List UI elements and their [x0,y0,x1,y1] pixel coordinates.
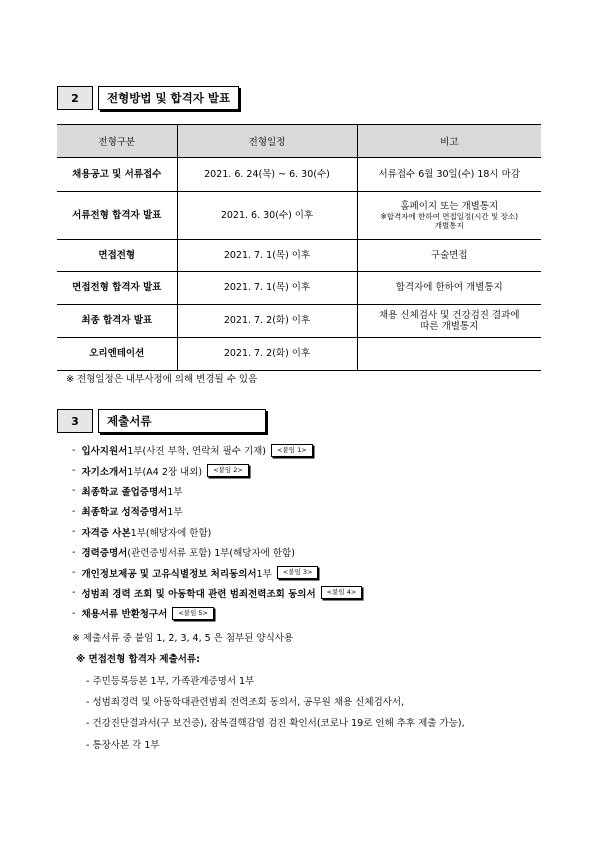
row-date: 2021. 7. 2(화) 이후 [177,305,357,338]
table-header-row [57,125,541,158]
row-name: 면접전형 합격자 발표 [57,272,177,305]
row-note: 합격자에 한하여 개별통지 [357,272,541,305]
list-item: - 주민등록등본 1부, 가족관계증명서 1부 [86,675,255,687]
list-item: - 최종학교 성적증명서 1부 [72,505,183,519]
list-item: - 자기소개서 1부(A4 2장 내외) <붙임 2> [72,460,362,480]
schedule-table [57,124,541,371]
table-row [57,158,541,192]
section-number: 2 [57,86,93,110]
row-name: 채용공고 및 서류접수 [57,158,177,192]
table-row [57,272,541,305]
row-note [357,338,541,371]
row-name: 면접전형 [57,240,177,272]
attachment-label: <붙임 5> [172,607,214,620]
row-date: 2021. 7. 1(목) 이후 [177,272,357,305]
row-name: 서류전형 합격자 발표 [57,192,177,240]
row-name: 오리엔테이션 [57,338,177,371]
header-remarks: 비고 [357,125,541,158]
section-2-header [57,86,239,110]
header-schedule: 전형일정 [177,125,357,158]
attachment-label: <붙임 2> [207,464,249,477]
interview-documents-title: ※ 면접전형 합격자 제출서류: [76,654,200,665]
table-row [57,240,541,272]
list-item: - 통장사본 각 1부 [86,739,160,751]
row-date: 2021. 7. 2(화) 이후 [177,338,357,371]
header-type: 전형구분 [57,125,177,158]
list-item: - 최종학교 졸업증명서 1부 [72,485,183,498]
list-item: - 개인정보제공 및 고유식별정보 처리동의서 1부 <붙임 3> [72,562,362,582]
list-item: - 채용서류 반환청구서 <붙임 5> [72,603,362,623]
submit-note: ※ 제출서류 중 붙임 1, 2, 3, 4, 5 은 첨부된 양식사용 [72,633,294,644]
row-date: 2021. 6. 30(수) 이후 [177,192,357,240]
table-row [57,305,541,338]
row-note: 구술면접 [357,240,541,272]
row-note: 서류접수 6월 30일(수) 18시 마감 [357,158,541,192]
list-item: - 입사지원서 1부(사진 부착, 연락처 필수 기재) <붙임 1> [72,440,362,460]
section-title: 제출서류 [98,409,266,433]
list-item: - 성범죄 경력 조회 및 아동학대 관련 범죄전력조회 동의서 <붙임 4> [72,583,362,603]
attachment-label: <붙임 4> [321,586,363,599]
row-name: 최종 합격자 발표 [57,305,177,338]
attachment-label: <붙임 3> [277,566,319,579]
row-date: 2021. 7. 1(목) 이후 [177,240,357,272]
row-note: 채용 신체검사 및 건강검진 결과에 따른 개별통지 [357,305,541,338]
table-row [57,192,541,240]
documents-list [72,440,362,624]
schedule-footnote: ※ 전형일정은 내부사정에 의해 변경될 수 있음 [66,374,258,385]
row-date: 2021. 6. 24(목) ~ 6. 30(수) [177,158,357,192]
table-row [57,338,541,371]
section-number: 3 [57,409,93,433]
list-item: - 경력증명서 (관련증빙서류 포함) 1부(해당자에 한함) [72,546,295,560]
list-item: - 건강진단결과서(구 보건증), 잠복결핵감염 검진 확인서(코로나 19로 인해 추후 제출 가능), [86,718,465,730]
list-item: - 성범죄경력 및 아동학대관련범죄 전력조회 동의서, 공무원 채용 신체검사서, [86,696,405,708]
attachment-label: <붙임 1> [271,444,313,457]
section-title: 전형방법 및 합격자 발표 [98,86,239,110]
interview-documents-list [86,669,465,754]
row-note: 홈페이지 또는 개별통지 ※합격자에 한하여 면접일정(시간 및 장소) 개별통지 [357,192,541,240]
section-3-header [57,409,266,433]
list-item: - 자격증 사본 1부(해당자에 한함) [72,526,212,539]
